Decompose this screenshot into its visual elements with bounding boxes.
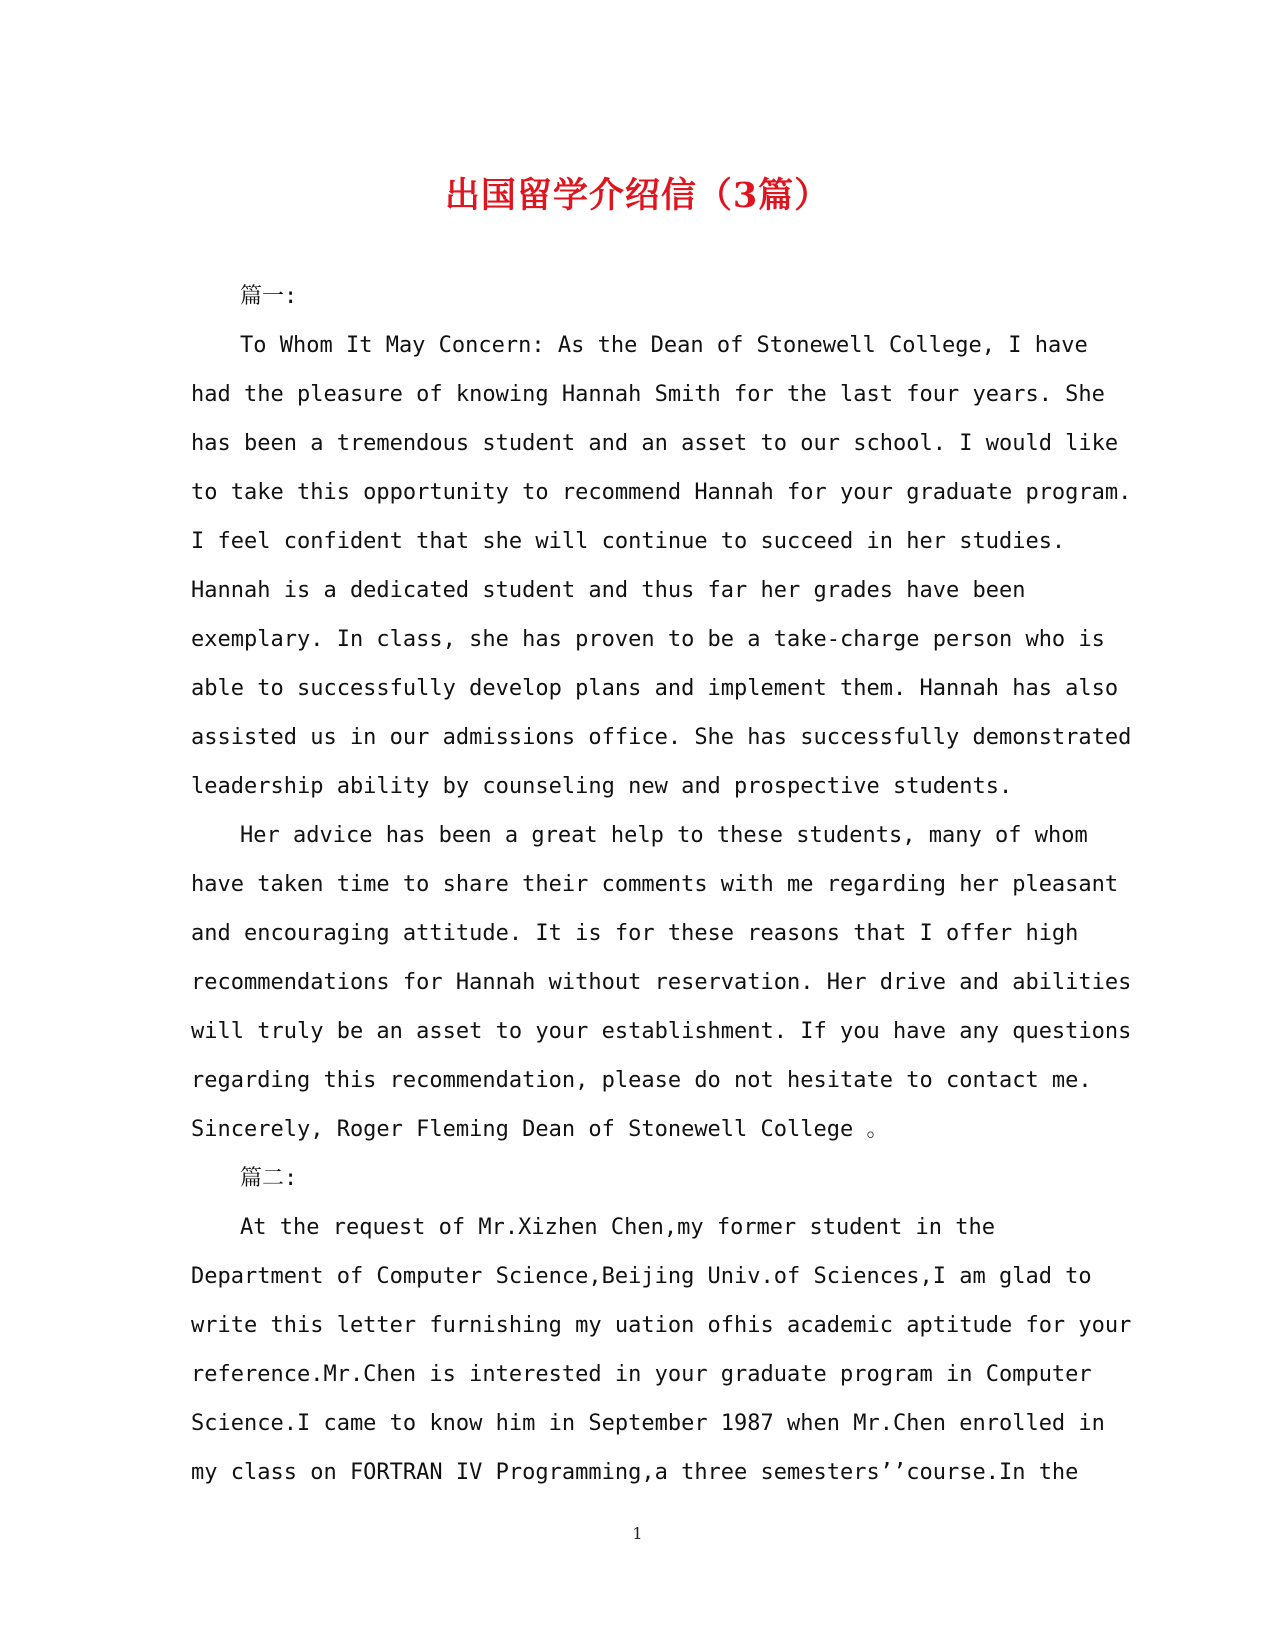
text-line: I feel confident that she will continue to succeed in her studies.	[191, 529, 1066, 554]
text-line: Department of Computer Science,Beijing Univ.of Sciences,I am glad to	[191, 1264, 1092, 1289]
text-line: Sincerely, Roger Fleming Dean of Stonewell College 。	[191, 1117, 889, 1142]
text-line: to take this opportunity to recommend Hannah for your graduate program.	[191, 480, 1132, 505]
page-number: 1	[632, 1524, 643, 1543]
text-line: able to successfully develop plans and implement them. Hannah has also	[191, 676, 1119, 701]
section-2	[191, 1154, 1132, 1497]
document-body	[191, 272, 1132, 1497]
text-line: At the request of Mr.Xizhen Chen,my former student in the	[240, 1215, 995, 1240]
document-title: 出国留学介绍信（3篇）	[444, 175, 831, 216]
paragraph	[191, 321, 1132, 811]
paragraph	[191, 811, 1132, 1154]
text-line: Science.I came to know him in September 1987 when Mr.Chen enrolled in	[191, 1411, 1105, 1436]
text-line: regarding this recommendation, please do not hesitate to contact me.	[191, 1068, 1092, 1093]
text-line: has been a tremendous student and an asset to our school. I would like	[191, 431, 1119, 456]
text-line: and encouraging attitude. It is for these reasons that I offer high	[191, 921, 1079, 946]
text-line: my class on FORTRAN IV Programming,a three semesters’’course.In the	[191, 1460, 1079, 1485]
text-line: To Whom It May Concern: As the Dean of Stonewell College, I have	[240, 333, 1088, 358]
text-line: recommendations for Hannah without reservation. Her drive and abilities	[191, 970, 1132, 995]
text-line: reference.Mr.Chen is interested in your graduate program in Computer	[191, 1362, 1092, 1387]
text-line: will truly be an asset to your establishment. If you have any questions	[191, 1019, 1132, 1044]
paragraph	[191, 1203, 1132, 1497]
section-heading: 篇一:	[240, 284, 298, 309]
section-1	[191, 272, 1132, 1154]
text-line: have taken time to share their comments with me regarding her pleasant	[191, 872, 1119, 897]
text-line: had the pleasure of knowing Hannah Smith for the last four years. She	[191, 382, 1105, 407]
text-line: Her advice has been a great help to these students, many of whom	[240, 823, 1088, 848]
text-line: Hannah is a dedicated student and thus far her grades have been	[191, 578, 1026, 603]
section-heading: 篇二:	[240, 1166, 298, 1191]
text-line: assisted us in our admissions office. She has successfully demonstrated	[191, 725, 1132, 750]
text-line: leadership ability by counseling new and prospective students.	[191, 774, 1013, 799]
text-line: exemplary. In class, she has proven to be a take-charge person who is	[191, 627, 1105, 652]
text-line: write this letter furnishing my uation ofhis academic aptitude for your	[191, 1313, 1132, 1338]
